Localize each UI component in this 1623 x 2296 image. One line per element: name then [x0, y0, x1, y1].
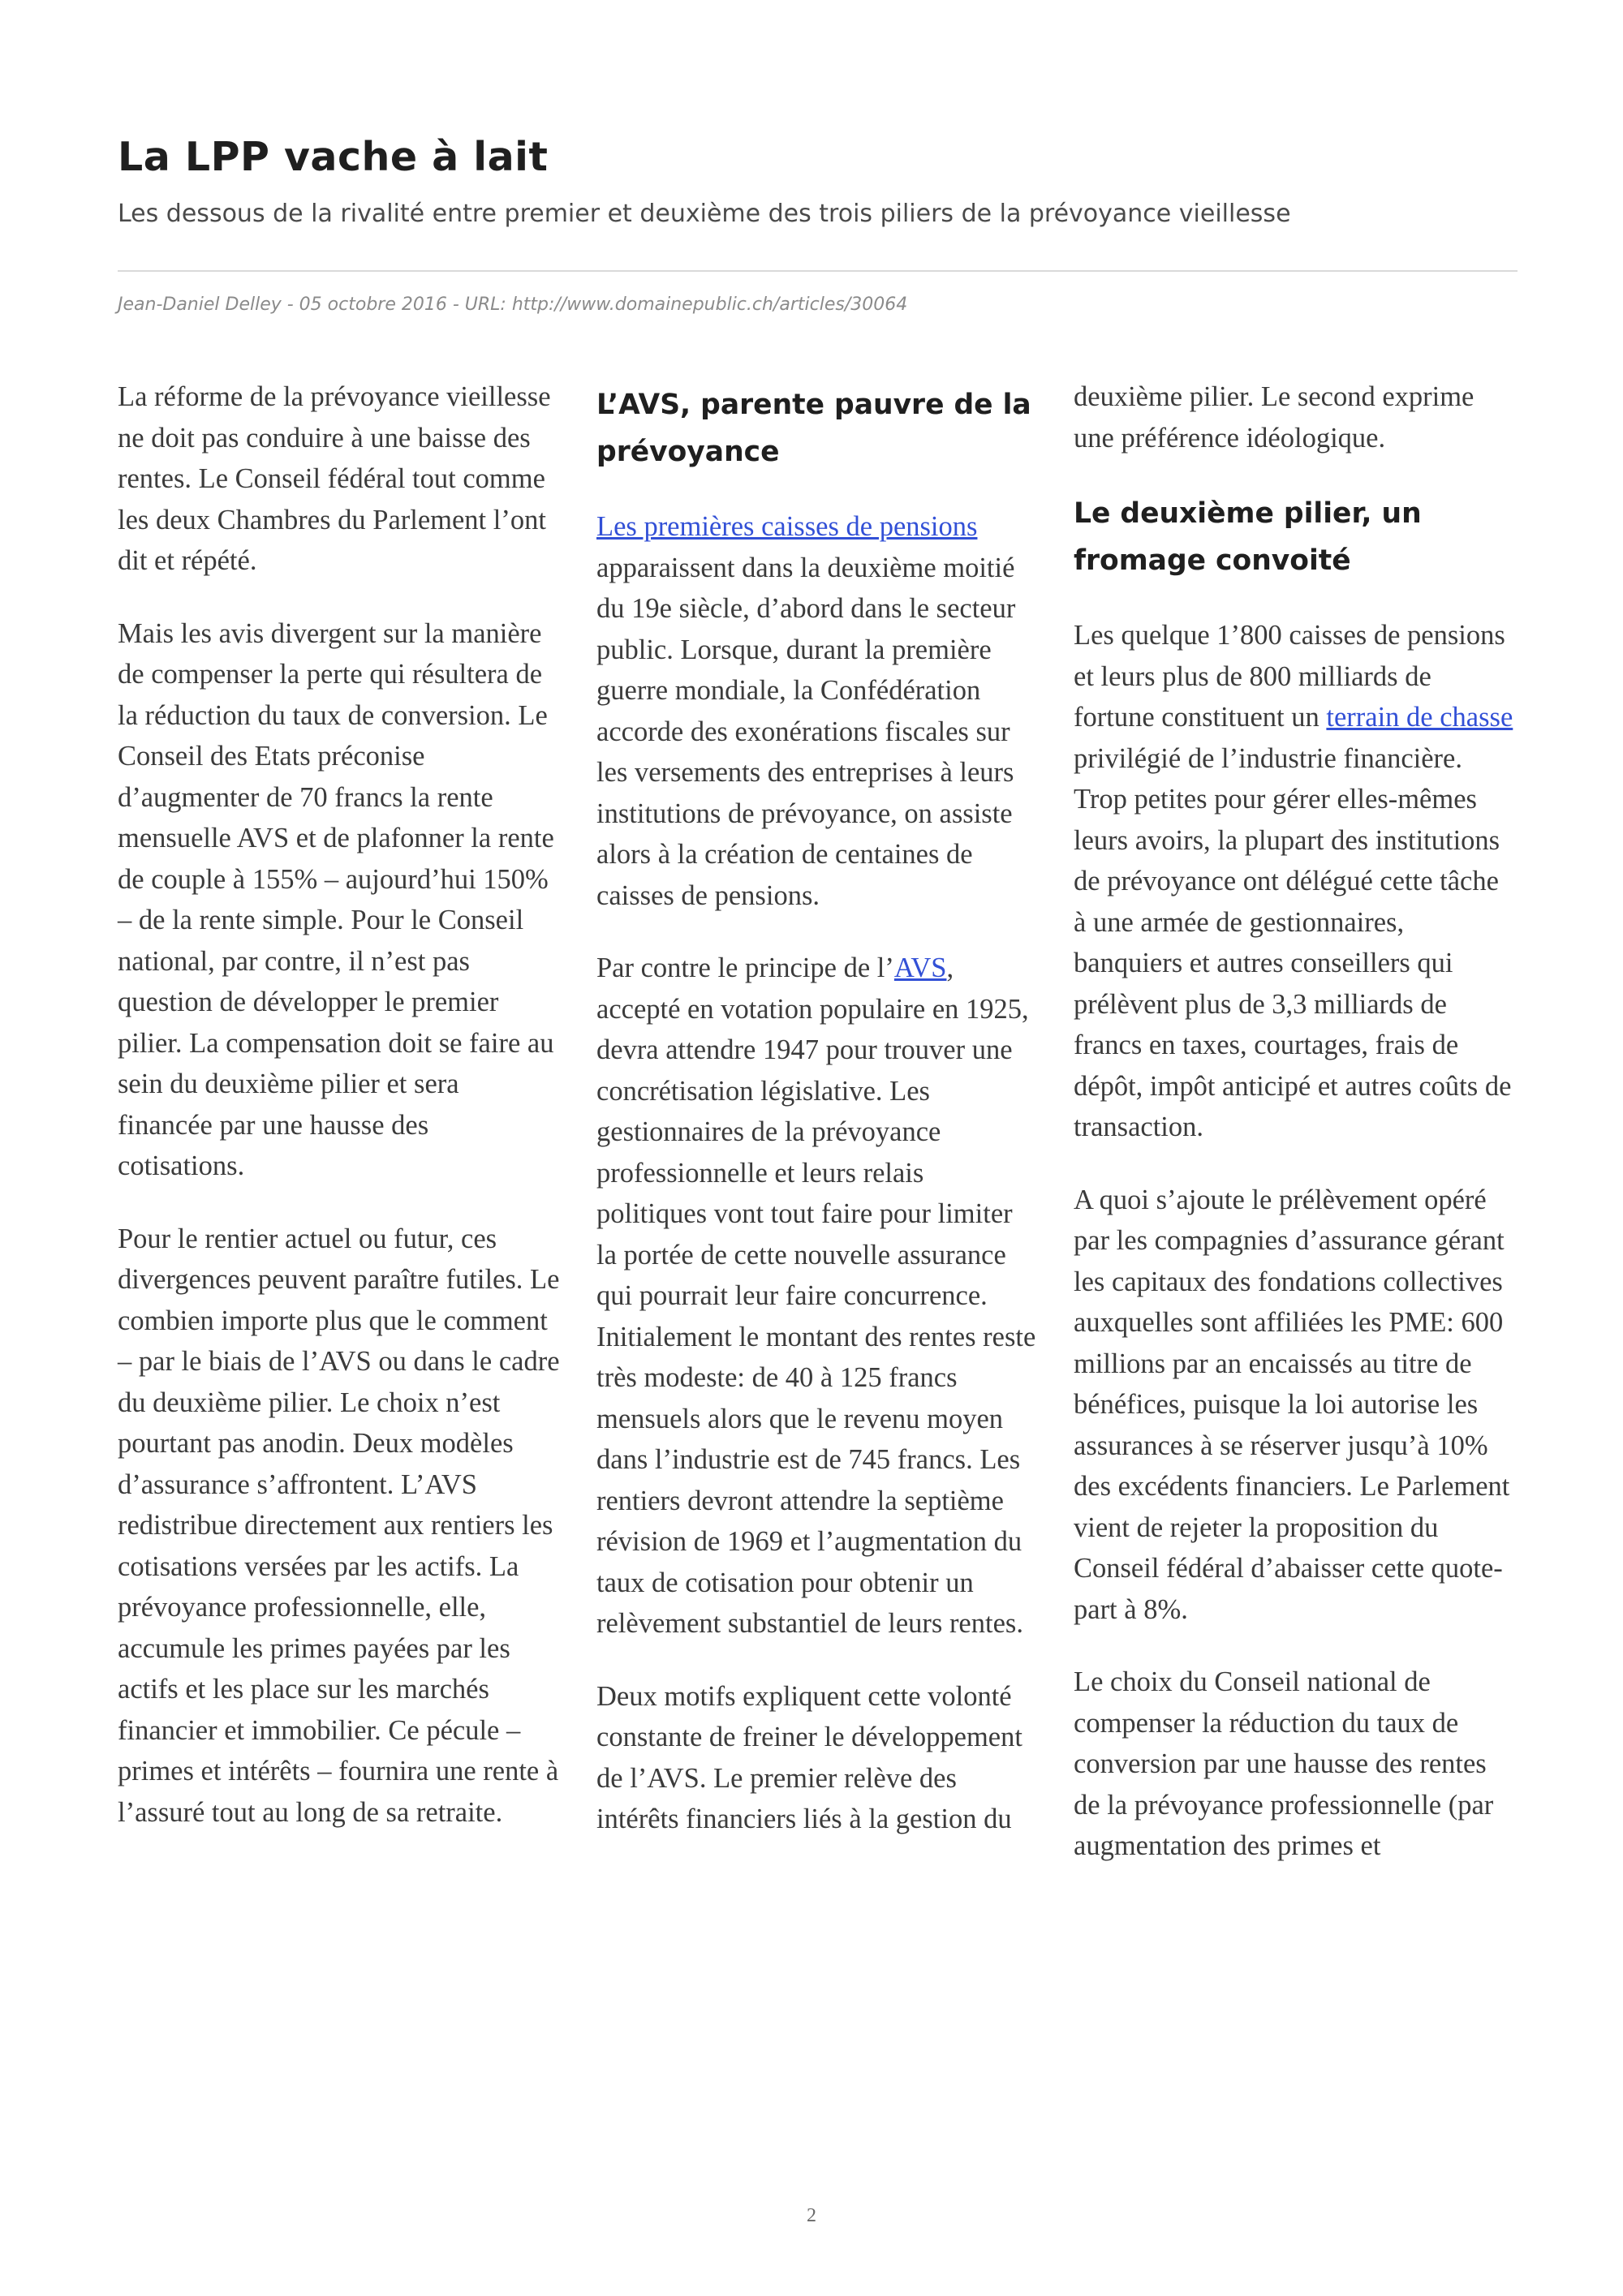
paragraph-text: , accepté en votation populaire en 1925, devra attendre 1947 pour trouver une concrétisation législative. Les gestionnaires de la prévoyance professionnelle et leurs relais politiques vont tout faire pour limiter la portée de cette nouvelle assurance qui pourrait leur faire concurrence. Initialement le montant des rentes reste très modeste: de 40 à 125 francs mensuels alors que le revenu moyen dans l’industrie est de 745 francs. Les rentiers devront attendre la septième révision de 1969 et l’augmentation du taux de cotisation pour obtenir un relèvement substantiel de leurs rentes.: [596, 952, 1036, 1639]
paragraph-text: Par contre le principe de l’: [596, 952, 894, 983]
paragraph: La réforme de la prévoyance vieillesse ne doit pas conduire à une baisse des rentes. Le Conseil fédéral tout comme les deux Chambres du Parlement l’ont dit et répété.: [118, 381, 551, 576]
paragraph: Pour le rentier actuel ou futur, ces divergences peuvent paraître futiles. Le combien importe plus que le comment – par le biais de l’AVS ou dans le cadre du deuxième pilier. Le choix n’est pourtant pas anodin. Deux modèles d’assurance s’affrontent. L’AVS redistribue directement aux rentiers les cotisations versées par les actifs. La prévoyance professionnelle, elle, accumule les primes payées par les actifs et les place sur les marchés financier et immobilier. Ce pécule – primes et intérêts – fournira une rente à l’assuré tout au long de sa retraite.: [118, 1223, 560, 1828]
paragraph: [596, 948, 1039, 1645]
column-1: [118, 376, 560, 1864]
column-3: [1074, 376, 1516, 1898]
paragraph: deuxième pilier. Le second exprime une préférence idéologique.: [1074, 381, 1474, 454]
paragraph-text: apparaissent dans la deuxième moitié du 19e siècle, d’abord dans le secteur public. Lorsque, durant la première guerre mondiale, la Confédération accorde des exonérations fiscales sur les versements des entreprises à leurs institutions de prévoyance, on assiste alors à la création de centaines de caisses de pensions.: [596, 552, 1016, 911]
article-title: La LPP vache à lait: [118, 134, 549, 180]
paragraph: Deux motifs expliquent cette volonté constante de freiner le développement de l’AVS. Le premier relève des intérêts financiers liés à la gestion du: [596, 1680, 1022, 1834]
link-avs[interactable]: AVS: [893, 952, 947, 983]
paragraph: A quoi s’ajoute le prélèvement opéré par les compagnies d’assurance gérant les capitaux des fondations collectives auxquelles sont affiliées les PME: 600 millions par an encaissés au titre de bénéfices, puisque la loi autorise les assurances à se réserver jusqu’à 10% des excédents financiers. Le Parlement vient de rejeter la proposition du Conseil fédéral d’abaisser cette quote-part à 8%.: [1074, 1184, 1510, 1625]
page-number: 2: [807, 2205, 816, 2226]
section-heading-deuxieme-pilier: Le deuxième pilier, un fromage convoité: [1074, 497, 1422, 577]
column-2: [596, 381, 1039, 1872]
article-byline: Jean-Daniel Delley - 05 octobre 2016 - URL: http://www.domainepublic.ch/articles/30064: [118, 295, 908, 315]
paragraph: [1074, 615, 1516, 1148]
link-terrain-de-chasse[interactable]: terrain de chasse: [1326, 702, 1513, 733]
paragraph: [596, 506, 1039, 916]
article-header: [118, 128, 1518, 230]
header-divider: [118, 270, 1518, 272]
paragraph: Le choix du Conseil national de compenser la réduction du taux de conversion par une hausse des rentes de la prévoyance professionnelle (par augmentation des primes et: [1074, 1666, 1494, 1861]
article-subtitle: Les dessous de la rivalité entre premier et deuxième des trois piliers de la prévoyance vieillesse: [118, 200, 1291, 228]
section-heading-avs: L’AVS, parente pauvre de la prévoyance: [596, 389, 1031, 468]
paragraph-text: privilégié de l’industrie financière. Trop petites pour gérer elles-mêmes leurs avoirs, la plupart des institutions de prévoyance ont délégué cette tâche à une armée de gestionnaires, banquiers et autres conseillers qui prélèvent plus de 3,3 milliards de francs en taxes, courtages, frais de dépôt, impôt anticipé et autres coûts de transaction.: [1074, 742, 1512, 1142]
paragraph-text: Les quelque 1’800 caisses de pensions et leurs plus de 800 milliards de fortune constituent un: [1074, 620, 1505, 733]
link-premieres-caisses[interactable]: Les premières caisses de pensions: [596, 511, 978, 542]
paragraph: Mais les avis divergent sur la manière de compenser la perte qui résultera de la réduction du taux de conversion. Le Conseil des Etats préconise d’augmenter de 70 francs la rente mensuelle AVS et de plafonner la rente de couple à 155% – aujourd’hui 150% – de la rente simple. Pour le Conseil national, par contre, il n’est pas question de développer le premier pilier. La compensation doit se faire au sein du deuxième pilier et sera financée par une hausse des cotisations.: [118, 617, 554, 1181]
